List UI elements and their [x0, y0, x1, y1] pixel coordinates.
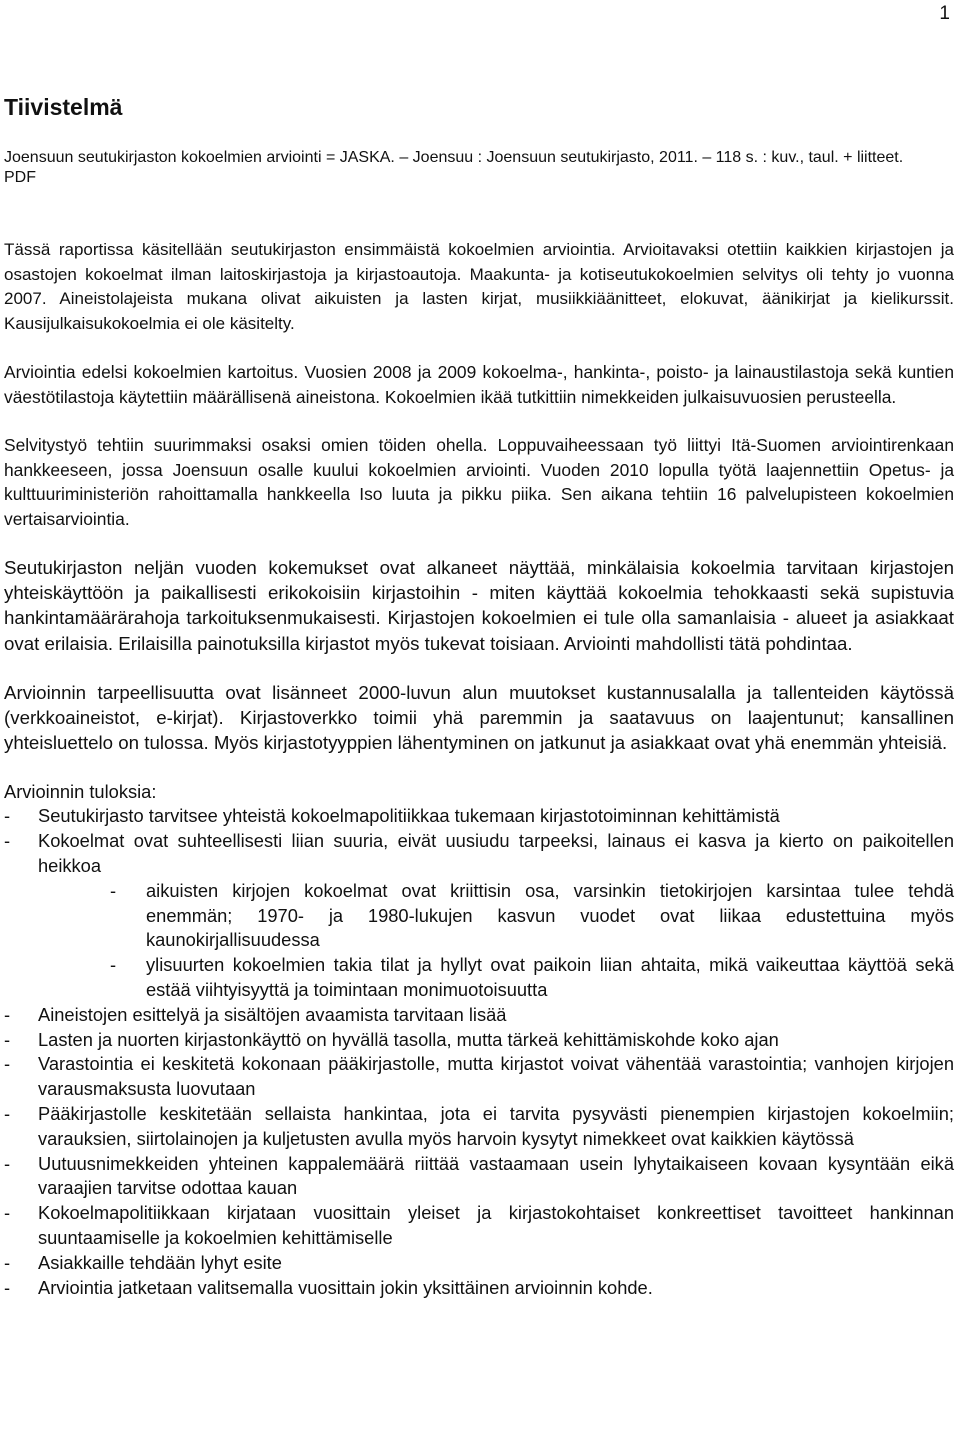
sub-results-list [38, 879, 954, 1003]
list-item-text: Kokoelmat ovat suhteellisesti liian suuria, eivät uusiudu tarpeeksi, lainaus ei kasva ja kierto on paikoitellen heikkoa [38, 830, 954, 877]
list-item [4, 1251, 954, 1276]
list-item-text: Aineistojen esittelyä ja sisältöjen avaamista tarvitaan lisää [38, 1003, 507, 1025]
list-item [4, 829, 954, 1003]
document-body [4, 93, 954, 1300]
bullet-dash: - [4, 1152, 11, 1174]
paragraph-method: Arviointia edelsi kokoelmien kartoitus. Vuosien 2008 ja 2009 kokoelma-, hankinta-, poisto- ja lainaustilastoja sekä kuntien väestötilastoja käytettiin määrällisenä aineistona. Kokoelmien ikää tutkittiin nimekkeiden julkaisuvuosien perusteella. [4, 362, 954, 407]
list-item [4, 1003, 954, 1028]
list-item [4, 804, 954, 829]
bullet-dash: - [4, 1102, 11, 1124]
page-title: Tiivistelmä [4, 94, 123, 120]
format-label: PDF [4, 169, 36, 186]
bullet-dash: - [4, 1053, 11, 1075]
bullet-dash: - [4, 830, 11, 852]
list-item [4, 1201, 954, 1251]
bullet-dash: - [4, 1028, 11, 1050]
paragraph-experience: Seutukirjaston neljän vuoden kokemukset ovat alkaneet näyttää, minkälaisia kokoelmia tarvitaan kirjastojen yhteiskäyttöön ja paikallisesti erikokoisiin kirjastoihin - miten käyttää kokoelmia tehokkaasti sekä supistuvia hankintamäärärahoja tarkoituksenmukaisesti. Kirjastojen kokoelmien ei tule olla samanlaisia - alueet ja asiakkaat ovat erilaisia. Erilaisilla painotuksilla kirjastot myös tukevat toisiaan. Arviointi mahdollisti tätä pohdintaa. [4, 557, 954, 654]
bullet-dash: - [4, 1003, 11, 1025]
list-item-text: Varastointia ei keskitetä kokonaan pääkirjastolle, mutta kirjastot voivat vähentää varastointia; vanhojen kirjojen varausmaksusta luovutaan [38, 1053, 954, 1100]
list-item [4, 1052, 954, 1102]
bullet-dash: - [4, 1276, 11, 1298]
list-item-text: Pääkirjastolle keskitetään sellaista hankintaa, jota ei tarvita pysyvästi pienempien kirjastojen kokoelmiin; varauksien, siirtolainojen ja kuljetusten avulla myös harvoin kysytyt nimekkeet ovat kaikkien käytössä [38, 1102, 954, 1149]
sub-list-item-text: aikuisten kirjojen kokoelmat ovat kriittisin osa, varsinkin tietokirjojen karsintaa tulee tehdä enemmän; 1970- ja 1980-lukujen kasvun vuodet ovat liikaa edustettuina myös kaunokirjallisuudessa [146, 879, 954, 951]
list-item-text: Seutukirjasto tarvitsee yhteistä kokoelmapolitiikkaa tukemaan kirjastotoiminnan kehittämistä [38, 805, 780, 827]
results-list [4, 804, 954, 1300]
list-item-text: Kokoelmapolitiikkaan kirjataan vuosittain yleiset ja kirjastokohtaiset konkreettiset tavoitteet hankinnan suuntaamiselle ja kokoelmien kehittämiselle [38, 1202, 954, 1248]
paragraph-need: Arvioinnin tarpeellisuutta ovat lisänneet 2000-luvun alun muutokset kustannusalalla ja tallenteiden käytössä (verkkoaineistot, e-kirjat). Kirjastoverkko toimii yhä paremmin ja saatavuus on laajentunut; kansallinen yhteisluettelo on tulossa. Myös kirjastotyyppien lähentyminen on jatkunut ja asiakkaat ovat yhä enemmän yhteisiä. [4, 681, 954, 754]
bullet-dash: - [4, 1202, 11, 1224]
paragraph-work: Selvitystyö tehtiin suurimmaksi osaksi omien töiden ohella. Loppuvaiheessaan työ liittyi Itä-Suomen arviointirenkaan hankkeeseen, jossa Joensuun osalle kuului kokoelmien arviointi. Vuoden 2010 lopulla työtä laajennettiin Opetus- ja kulttuuriministeriön rahoittamalla hankkeella Iso luuta ja pikku piika. Sen aikana tehtiin 16 palvelupisteen kokoelmien vertaisarviointia. [4, 435, 954, 529]
bullet-dash: - [110, 954, 117, 976]
sub-list-item-text: ylisuurten kokoelmien takia tilat ja hyllyt ovat paikoin liian ahtaita, mikä vaikeuttaa käyttöä sekä estää viihtyisyyttä ja toimintaan monimuotoisuutta [146, 954, 954, 1000]
sub-list-item [38, 953, 954, 1003]
paragraph-scope: Tässä raportissa käsitellään seutukirjaston ensimmäistä kokoelmien arviointia. Arvioitavaksi otettiin kaikkien kirjastojen ja osastojen kokoelmat ilman laitoskirjastoja ja kirjastoautoja. Maakunta- ja kotiseutukokoelmien selvitys oli tehty jo vuonna 2007. Aineistolajeista mukana olivat aikuisten ja lasten kirjat, musiikkiäänitteet, elokuvat, äänikirjat ja kielikurssit. Kausijulkaisukokoelmia ei ole käsitelty. [4, 240, 954, 333]
page-number: 1 [939, 3, 950, 24]
bullet-dash: - [4, 1251, 11, 1273]
bullet-dash: - [4, 805, 11, 827]
list-item-text: Asiakkaille tehdään lyhyt esite [38, 1251, 282, 1273]
list-item-text: Uutuusnimekkeiden yhteinen kappalemäärä riittää vastaamaan usein lyhytaikaiseen kovaan kysyntään eikä varaajien tarvitse odottaa kauan [38, 1152, 954, 1199]
list-item [4, 1276, 954, 1301]
list-item-text: Arviointia jatketaan valitsemalla vuosittain jokin yksittäinen arvioinnin kohde. [38, 1276, 653, 1298]
list-item [4, 1152, 954, 1202]
results-heading: Arvioinnin tuloksia: [4, 781, 157, 803]
list-item-text: Lasten ja nuorten kirjastonkäyttö on hyvällä tasolla, mutta tärkeä kehittämiskohde koko ajan [38, 1028, 779, 1050]
sub-list-item [38, 879, 954, 953]
list-item [4, 1028, 954, 1053]
bullet-dash: - [110, 879, 117, 901]
list-item [4, 1102, 954, 1152]
citation: Joensuun seutukirjaston kokoelmien arviointi = JASKA. – Joensuu : Joensuun seutukirjasto, 2011. – 118 s. : kuv., taul. + liitteet. [4, 149, 904, 166]
